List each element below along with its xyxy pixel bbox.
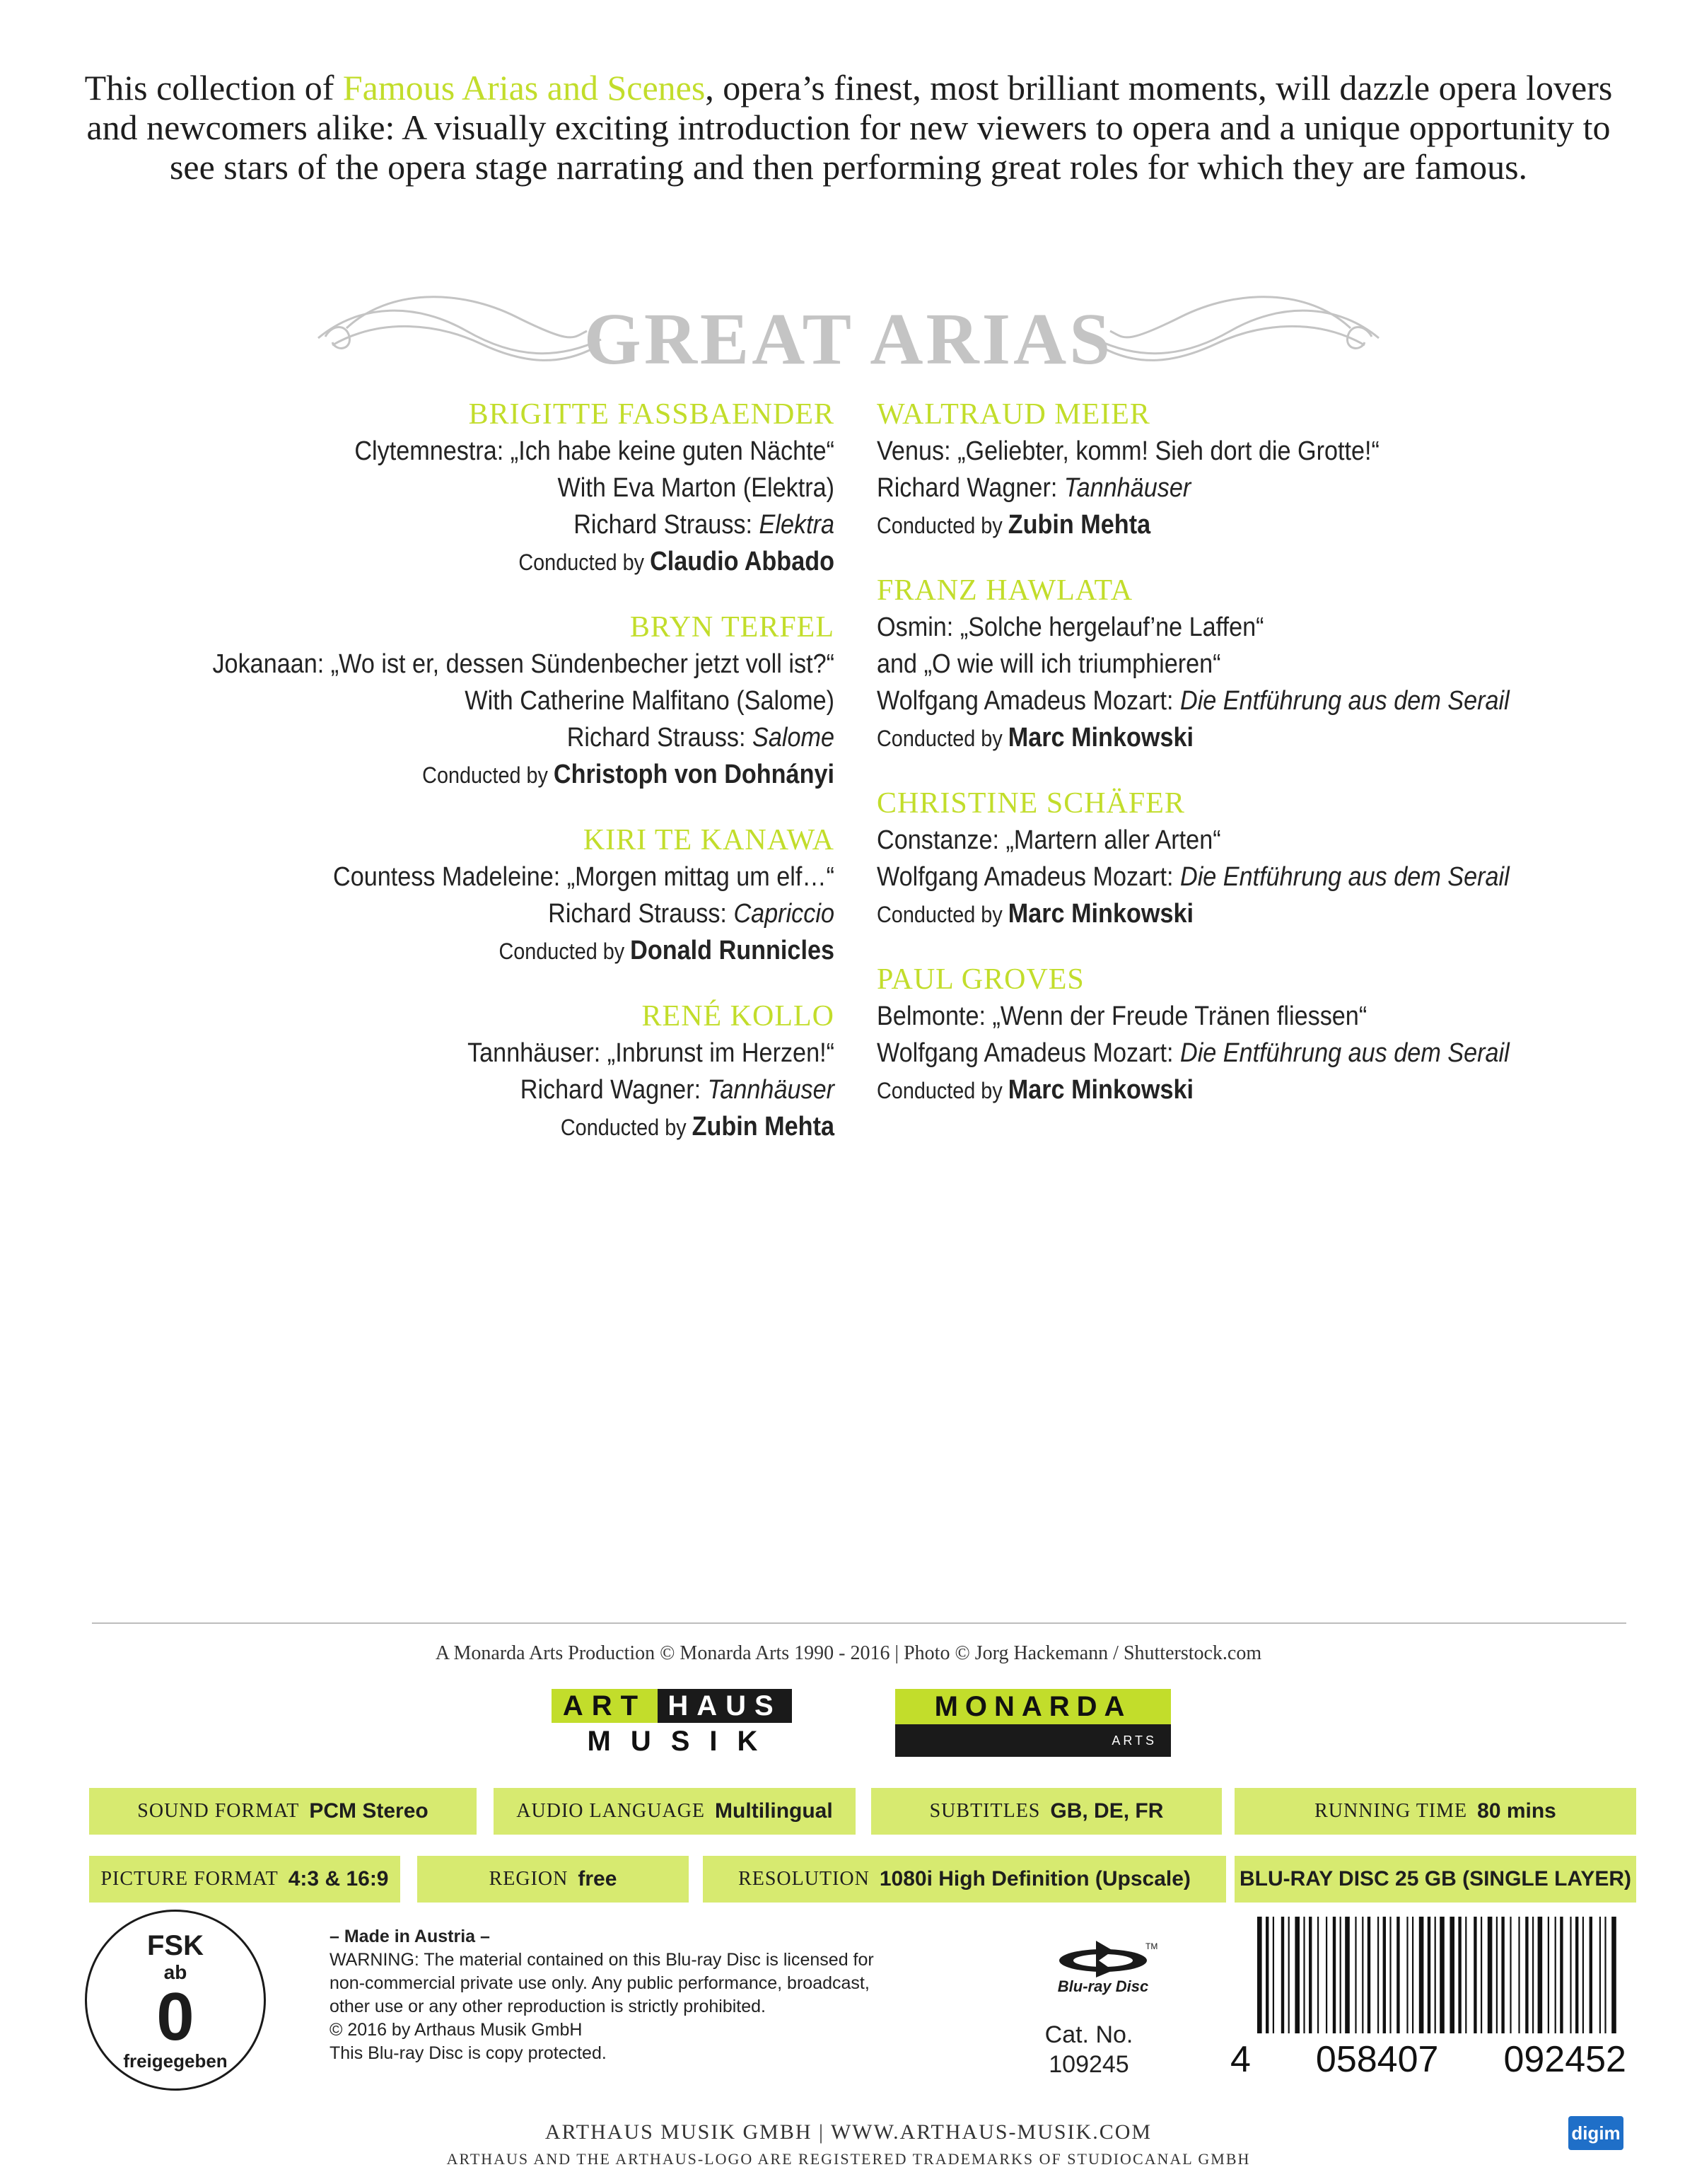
trademark-notice: ARTHAUS AND THE ARTHAUS-LOGO ARE REGISTERED TRADEMARKS OF STUDIOCANAL GMBH <box>446 2150 1251 2168</box>
barcode-bar <box>1465 1917 1466 2033</box>
subtitles-box <box>871 1788 1222 1835</box>
made-in: – Made in Austria – <box>330 1927 490 1946</box>
barcode-bar <box>1501 1917 1504 2033</box>
composer: Wolfgang Amadeus Mozart: <box>877 862 1180 892</box>
audio-language-box <box>494 1788 856 1835</box>
catalog-value: 109245 <box>1049 2051 1129 2078</box>
spec-label: RUNNING TIME <box>1314 1800 1468 1822</box>
warning-line: © 2016 by Arthaus Musik GmbH <box>330 2020 583 2040</box>
opera-title: Tannhäuser <box>707 1075 834 1105</box>
barcode-bar <box>1510 1917 1511 2033</box>
composer-line <box>877 859 1551 895</box>
picture-format-box <box>89 1856 400 1903</box>
barcode <box>1252 1917 1619 2058</box>
banner-title: GREAT ARIAS <box>583 298 1114 380</box>
composer: Richard Strauss: <box>573 510 759 540</box>
fsk-label: FSK <box>147 1930 204 1961</box>
opera-title: Die Entführung aus dem Serail <box>1179 1038 1510 1068</box>
conductor-line <box>160 543 834 581</box>
barcode-bar <box>1367 1917 1370 2033</box>
aria-line: Osmin: „Solche hergelauf’ne Laffen“ <box>877 612 1264 642</box>
barcode-digit-first: 4 <box>1230 2039 1251 2080</box>
arthaus-logo-art: ART <box>552 1689 658 1723</box>
conductor-line <box>877 506 1551 544</box>
conducted-by: Conducted by <box>498 939 631 964</box>
barcode-bar <box>1273 1917 1274 2033</box>
aria-line: Constanze: „Martern aller Arten“ <box>877 825 1221 855</box>
barcode-bar <box>1309 1917 1312 2033</box>
aria-line: Countess Madeleine: „Morgen mittag um elf…“ <box>332 862 834 892</box>
composer-line <box>877 682 1551 719</box>
spec-value: 1080i High Definition (Upscale) <box>879 1867 1191 1890</box>
aria-line: Belmonte: „Wenn der Freude Tränen fliessen“ <box>877 1001 1367 1031</box>
opera-title: Capriccio <box>733 899 834 929</box>
opera-title: Die Entführung aus dem Serail <box>1179 686 1510 716</box>
aria-entry <box>85 822 834 970</box>
warning-line: other use or any other reproduction is strictly prohibited. <box>330 1997 766 2016</box>
conductor-name: Marc Minkowski <box>1008 899 1194 929</box>
spec-value: PCM Stereo <box>309 1799 428 1823</box>
spec-value: 80 mins <box>1477 1799 1556 1823</box>
composer-line <box>160 719 834 756</box>
conductor-name: Zubin Mehta <box>692 1112 834 1142</box>
barcode-digits <box>1230 2038 1626 2081</box>
spec-label: AUDIO LANGUAGE <box>516 1800 706 1822</box>
composer-line <box>877 1035 1551 1071</box>
barcode-bar <box>1440 1917 1445 2033</box>
sound-format-box <box>89 1788 477 1835</box>
composer-line <box>160 895 834 932</box>
bluray-icon <box>1039 1936 1167 1979</box>
monarda-logo-name: MONARDA <box>895 1689 1171 1724</box>
aria-with: With Catherine Malfitano (Salome) <box>465 686 834 716</box>
barcode-bar <box>1333 1917 1336 2033</box>
conductor-name: Claudio Abbado <box>650 547 834 576</box>
aria-line: Tannhäuser: „Inbrunst im Herzen!“ <box>467 1038 834 1068</box>
aria-entry <box>877 572 1626 757</box>
spec-label: SOUND FORMAT <box>137 1800 300 1822</box>
conducted-by: Conducted by <box>518 550 651 575</box>
production-credits: A Monarda Arts Production © Monarda Arts 1990 - 2016 | Photo © Jorg Hackemann / Shutterstock.com <box>435 1642 1262 1664</box>
barcode-bar <box>1590 1917 1592 2033</box>
barcode-digits-right: 092452 <box>1503 2039 1626 2080</box>
barcode-bar <box>1266 1917 1269 2033</box>
spec-label: PICTURE FORMAT <box>100 1868 279 1890</box>
barcode-bar <box>1532 1917 1534 2033</box>
conductor-line <box>160 756 834 794</box>
fsk-age: 0 <box>156 1979 194 2055</box>
intro-text-1: This collection of <box>84 68 343 108</box>
singer-name: BRYN TERFEL <box>629 611 834 644</box>
spec-label: REGION <box>489 1868 568 1890</box>
singer-name: RENÉ KOLLO <box>641 1000 834 1033</box>
digim-text: digim <box>1571 2122 1621 2144</box>
barcode-bar <box>1525 1917 1528 2033</box>
singer-name: PAUL GROVES <box>877 963 1085 996</box>
barcode-bar <box>1570 1917 1571 2033</box>
composer: Wolfgang Amadeus Mozart: <box>877 1038 1180 1068</box>
barcode-bar <box>1317 1917 1319 2033</box>
conductor-name: Donald Runnicles <box>630 936 834 965</box>
digim-logo <box>1568 2116 1623 2150</box>
composer-line <box>877 470 1551 506</box>
great-arias-banner <box>304 260 1393 388</box>
warning-line: WARNING: The material contained on this Blu-ray Disc is licensed for <box>330 1950 874 1970</box>
spec-value: Multilingual <box>715 1799 833 1823</box>
barcode-bar <box>1538 1917 1543 2033</box>
barcode-bar <box>1406 1917 1408 2033</box>
legal-warning <box>330 1925 909 2065</box>
warning-line: This Blu-ray Disc is copy protected. <box>330 2043 607 2063</box>
barcode-bar <box>1396 1917 1399 2033</box>
barcode-bar <box>1326 1917 1327 2033</box>
barcode-bar <box>1560 1917 1563 2033</box>
aria-entry <box>877 396 1626 544</box>
barcode-bar <box>1575 1917 1578 2033</box>
composer-line <box>160 1071 834 1108</box>
arthaus-musik-logo <box>552 1689 792 1760</box>
aria-entry <box>85 609 834 794</box>
barcode-digits-left: 058407 <box>1315 2039 1439 2080</box>
barcode-bar <box>1257 1917 1262 2033</box>
monarda-arts-logo <box>895 1689 1171 1758</box>
conductor-name: Marc Minkowski <box>1008 723 1194 753</box>
aria-line-2: and „O wie will ich triumphieren“ <box>877 649 1221 679</box>
spec-label: RESOLUTION <box>738 1868 870 1890</box>
barcode-bar <box>1295 1917 1300 2033</box>
fsk-freigegeben: freigegeben <box>123 2050 228 2072</box>
catalog-number <box>1018 2020 1160 2079</box>
barcode-bar <box>1377 1917 1379 2033</box>
running-time-box <box>1235 1788 1636 1835</box>
conductor-line <box>877 719 1551 757</box>
barcode-bar <box>1288 1917 1290 2033</box>
barcode-bar <box>1412 1917 1413 2033</box>
conductor-name: Marc Minkowski <box>1008 1075 1194 1105</box>
arthaus-logo-musik: MUSIK <box>587 1726 778 1757</box>
barcode-bar <box>1518 1917 1520 2033</box>
aria-with: With Eva Marton (Elektra) <box>557 473 834 503</box>
intro-text-2: , opera’s finest, most brilliant moments, will dazzle opera lovers and newcomers alike: A visually exciting introduction for new viewers to opera and a unique opportunity to see stars of the opera stage narrating and then performing great roles for which they are famous. <box>86 68 1613 187</box>
barcode-bar <box>1355 1917 1356 2033</box>
conductor-line <box>160 932 834 970</box>
composer: Richard Strauss: <box>566 723 753 753</box>
aria-entry <box>85 396 834 581</box>
opera-title: Tannhäuser <box>1063 473 1191 503</box>
barcode-bar <box>1496 1917 1498 2033</box>
resolution-box <box>703 1856 1226 1903</box>
left-column <box>85 396 834 1174</box>
aria-entry <box>877 785 1626 933</box>
aria-line: Jokanaan: „Wo ist er, dessen Sündenbecher jetzt voll ist?“ <box>212 649 834 679</box>
aria-line: Venus: „Geliebter, komm! Sieh dort die Grotte!“ <box>877 436 1380 466</box>
conducted-by: Conducted by <box>877 513 1008 538</box>
composer: Wolfgang Amadeus Mozart: <box>877 686 1180 716</box>
singer-name: FRANZ HAWLATA <box>877 574 1133 607</box>
conducted-by: Conducted by <box>877 726 1008 751</box>
conductor-name: Zubin Mehta <box>1008 510 1151 540</box>
arthaus-logo-haus: HAUS <box>658 1689 792 1723</box>
aria-line: Clytemnestra: „Ich habe keine guten Nächte“ <box>354 436 834 466</box>
barcode-bar <box>1488 1917 1493 2033</box>
intro-highlight: Famous Arias and Scenes <box>342 68 706 108</box>
conducted-by: Conducted by <box>422 762 554 788</box>
barcode-bar <box>1604 1917 1606 2033</box>
conducted-by: Conducted by <box>877 902 1008 927</box>
conductor-line <box>160 1108 834 1146</box>
barcode-bar <box>1481 1917 1482 2033</box>
barcode-bar <box>1428 1917 1430 2033</box>
warning-line: non-commercial private use only. Any public performance, broadcast, <box>330 1973 870 1993</box>
aria-entry <box>877 961 1626 1109</box>
spec-label: SUBTITLES <box>929 1800 1041 1822</box>
conducted-by: Conducted by <box>560 1115 692 1140</box>
bluray-tm: TM <box>1145 1941 1158 1951</box>
barcode-bar <box>1555 1917 1556 2033</box>
barcode-bar <box>1582 1917 1584 2033</box>
barcode-bar <box>1340 1917 1341 2033</box>
barcode-bar <box>1389 1917 1391 2033</box>
publisher-line: ARTHAUS MUSIK GMBH | WWW.ARTHAUS-MUSIK.COM <box>544 2120 1153 2144</box>
barcode-bar <box>1599 1917 1601 2033</box>
singer-name: BRIGITTE FASSBAENDER <box>468 398 834 431</box>
catalog-label: Cat. No. <box>1044 2021 1133 2048</box>
spec-value: 4:3 & 16:9 <box>288 1867 389 1890</box>
barcode-bar <box>1458 1917 1461 2033</box>
arthaus-logo-top <box>552 1689 792 1723</box>
barcode-bar <box>1362 1917 1363 2033</box>
barcode-bar <box>1303 1917 1305 2033</box>
composer: Richard Strauss: <box>548 899 734 929</box>
monarda-logo-sub: ARTS <box>895 1724 1171 1757</box>
conductor-line <box>877 1071 1551 1109</box>
barcode-bar <box>1281 1917 1284 2033</box>
barcode-bar <box>1383 1917 1386 2033</box>
barcode-bar <box>1611 1917 1616 2033</box>
conductor-line <box>877 895 1551 933</box>
bluray-logo-text: Blu-ray Disc <box>1057 1977 1149 1995</box>
region-box <box>417 1856 689 1903</box>
intro-paragraph <box>78 68 1619 187</box>
singer-name: KIRI TE KANAWA <box>583 824 834 856</box>
conductor-name: Christoph von Dohnányi <box>553 760 834 789</box>
aria-entry <box>85 998 834 1146</box>
spec-value: free <box>578 1867 617 1890</box>
opera-title: Elektra <box>759 510 834 540</box>
barcode-bar <box>1450 1917 1454 2033</box>
barcode-bar <box>1419 1917 1424 2033</box>
right-column <box>877 396 1626 1137</box>
bluray-disc-logo <box>1039 1936 1167 2000</box>
barcode-bar <box>1345 1917 1350 2033</box>
footer-divider <box>92 1622 1626 1624</box>
fsk-rating-badge <box>85 1910 266 2091</box>
barcode-bar <box>1435 1917 1436 2033</box>
composer: Richard Wagner: <box>520 1075 708 1105</box>
barcode-bar <box>1548 1917 1549 2033</box>
disc-type-box <box>1235 1856 1636 1903</box>
fsk-ab: ab <box>163 1961 187 1983</box>
spec-value: GB, DE, FR <box>1050 1799 1164 1823</box>
composer: Richard Wagner: <box>877 473 1064 503</box>
composer-line <box>160 506 834 543</box>
opera-title: Salome <box>752 723 834 753</box>
singer-name: WALTRAUD MEIER <box>877 398 1150 431</box>
spec-value: BLU-RAY DISC 25 GB (SINGLE LAYER) <box>1240 1867 1631 1890</box>
opera-title: Die Entführung aus dem Serail <box>1179 862 1510 892</box>
singer-name: CHRISTINE SCHÄFER <box>877 787 1185 820</box>
conducted-by: Conducted by <box>877 1078 1008 1103</box>
barcode-bar <box>1474 1917 1476 2033</box>
